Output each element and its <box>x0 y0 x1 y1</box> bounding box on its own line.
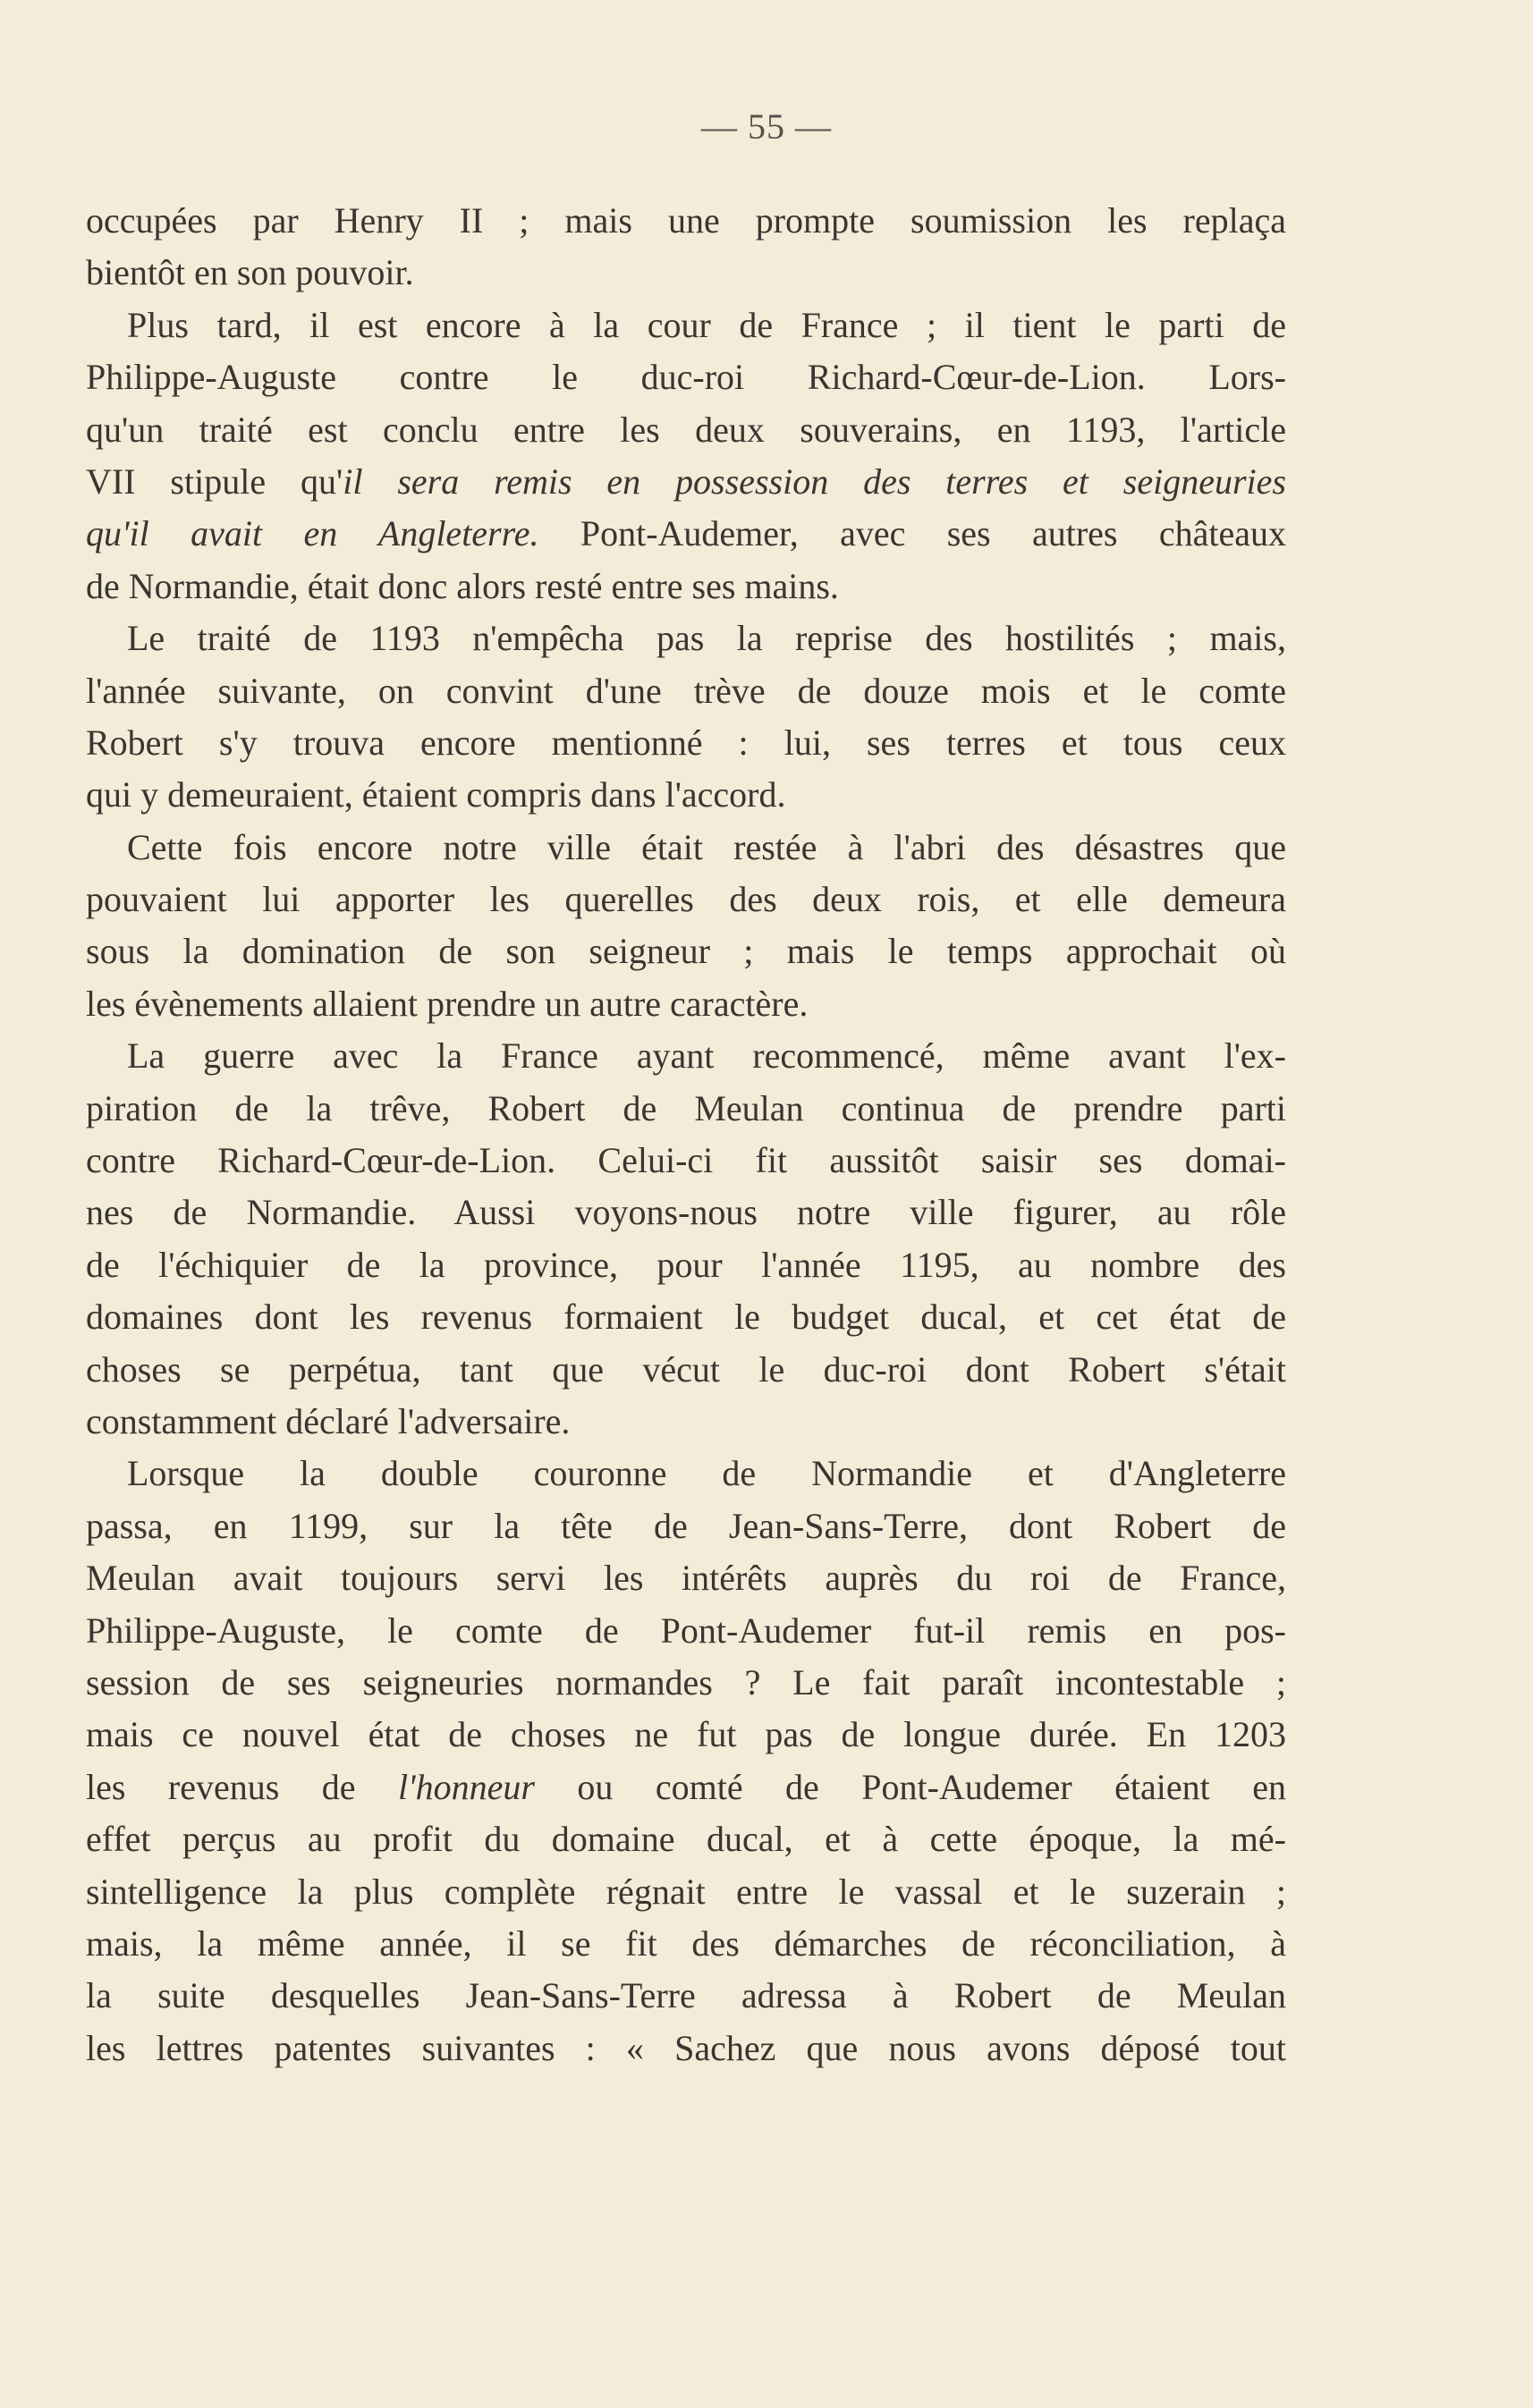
text-line: bientôt en son pouvoir. <box>86 252 414 293</box>
text-line: effet perçus au profit du domaine ducal, et à cette époque, la mé- <box>86 1819 1286 1860</box>
text-run: VII stipule qu' <box>86 460 343 502</box>
text-line <box>86 1762 1286 1813</box>
text-line: La guerre avec la France ayant recommencé, même avant l'ex- <box>127 1035 1286 1077</box>
text-line: Meulan avait toujours servi les intérêts auprès du roi de France, <box>86 1558 1286 1599</box>
text-line: Philippe-Auguste contre le duc-roi Richard-Cœur-de-Lion. Lors- <box>86 357 1286 398</box>
text-line: l'année suivante, on convint d'une trève de douze mois et le comte <box>86 670 1286 711</box>
text-line: Cette fois encore notre ville était restée à l'abri des désastres que <box>127 826 1286 867</box>
text-line: constamment déclaré l'adversaire. <box>86 1400 571 1441</box>
text-line: passa, en 1199, sur la tête de Jean-Sans-Terre, dont Robert de <box>86 1505 1286 1546</box>
text-line: qu'un traité est conclu entre les deux souverains, en 1193, l'article <box>86 409 1286 450</box>
body-text <box>86 195 1286 2074</box>
text-line: mais ce nouvel état de choses ne fut pas de longue durée. En 1203 <box>86 1714 1286 1755</box>
text-line: de l'échiquier de la province, pour l'année 1195, au nombre des <box>86 1244 1286 1285</box>
italic-text-run: il sera remis en possession des terres et seigneuries <box>343 460 1286 502</box>
italic-text-run: qu'il avait en Angleterre. <box>86 513 539 554</box>
text-line: choses se perpétua, tant que vécut le duc-roi dont Robert s'était <box>86 1348 1286 1390</box>
text-run: les revenus de <box>86 1766 398 1807</box>
text-line <box>86 456 1286 508</box>
text-line: qui y demeuraient, étaient compris dans l'accord. <box>86 774 786 815</box>
italic-text-run: l'honneur <box>397 1766 535 1807</box>
text-line: de Normandie, était donc alors resté entre ses mains. <box>86 565 839 606</box>
text-line: les évènements allaient prendre un autre caractère. <box>86 983 809 1024</box>
text-line: Plus tard, il est encore à la cour de France ; il tient le parti de <box>127 304 1286 345</box>
text-line: contre Richard-Cœur-de-Lion. Celui-ci fit aussitôt saisir ses domai- <box>86 1140 1286 1181</box>
text-line: Philippe-Auguste, le comte de Pont-Audemer fut-il remis en pos- <box>86 1610 1286 1651</box>
text-run: Pont-Audemer, avec ses autres châteaux <box>538 513 1286 554</box>
text-line: Lorsque la double couronne de Normandie et d'Angleterre <box>127 1453 1286 1494</box>
text-line: nes de Normandie. Aussi voyons-nous notre ville figurer, au rôle <box>86 1192 1286 1233</box>
text-line: mais, la même année, il se fit des démarches de réconciliation, à <box>86 1922 1286 1964</box>
text-line: pouvaient lui apporter les querelles des deux rois, et elle demeura <box>86 879 1286 920</box>
text-line: sintelligence la plus complète régnait entre le vassal et le suzerain ; <box>86 1871 1286 1912</box>
page-number: — 55 — <box>701 106 832 147</box>
text-line: la suite desquelles Jean-Sans-Terre adressa à Robert de Meulan <box>86 1975 1286 2016</box>
text-line: session de ses seigneuries normandes ? Le fait paraît incontestable ; <box>86 1661 1286 1702</box>
text-run: ou comté de Pont-Audemer étaient en <box>534 1766 1286 1807</box>
text-line: domaines dont les revenus formaient le budget ducal, et cet état de <box>86 1297 1286 1338</box>
text-line: Le traité de 1193 n'empêcha pas la reprise des hostilités ; mais, <box>127 618 1286 659</box>
text-line: piration de la trêve, Robert de Meulan continua de prendre parti <box>86 1087 1286 1128</box>
text-line: les lettres patentes suivantes : « Sachez que nous avons déposé tout <box>86 2027 1286 2068</box>
text-line: Robert s'y trouva encore mentionné : lui, ses terres et tous ceux <box>86 722 1286 763</box>
text-line: sous la domination de son seigneur ; mais le temps approchait où <box>86 931 1286 972</box>
text-line <box>86 508 1286 560</box>
text-line: occupées par Henry II ; mais une prompte soumission les replaça <box>86 200 1286 241</box>
